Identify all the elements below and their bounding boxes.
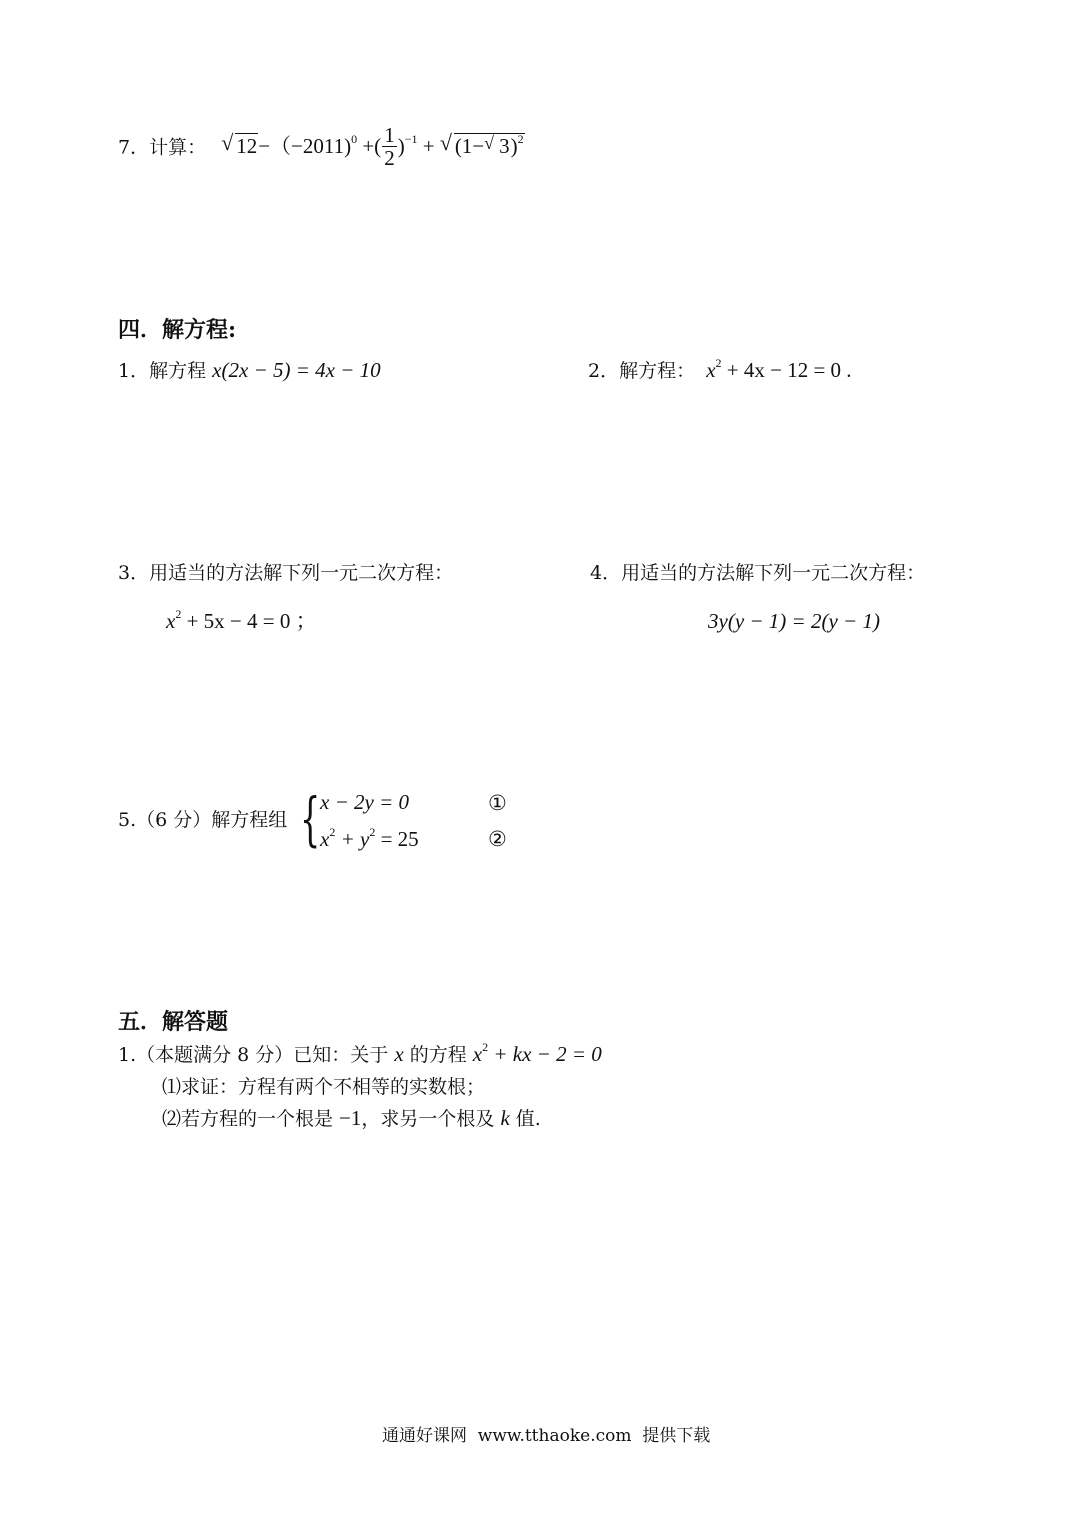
circled-number-2: ② [488,827,507,851]
problem-label: 2．解方程： [588,360,696,382]
problem-4-5-label: 5.（6 分）解方程组 [118,809,288,831]
problem-4-3-equation: $x^2 + 5x - 4 = 0$ ； [166,607,317,633]
q7-label: 7．计算： [118,136,207,159]
sqrt-sign: √ 12 [221,130,258,159]
footer-credit: 通通好课网 www.tthaoke.com 提供下载 [382,1426,711,1446]
problem-4-1 [118,358,381,383]
circled-number-1: ① [488,791,507,815]
equation: $x^2 + 4x - 12 = 0$ . [706,356,852,382]
problem-label: 1．解方程 [118,360,213,382]
system-equation-2: $x^2 + y^2 = 25$ [320,825,419,851]
system-equation-1: x − 2y = 0 [320,790,409,814]
sqrt-sign: √ 3 [484,133,510,159]
problem-5-1-part-1: ⑴求证：方程有两个不相等的实数根； [162,1076,486,1098]
question-7 [118,123,525,171]
problem-4-4-equation: 3y(y − 1) = 2(y − 1) [708,609,880,633]
problem-5-1: 1.（本题满分 8 分）已知：关于 x 的方程 $x^2$ + kx − 2 = 0 [118,1040,602,1066]
problem-4-3-label: 3．用适当的方法解下列一元二次方程： [118,562,454,584]
section-5-title: 五．解答题 [118,1009,229,1035]
sqrt-sign: √ (1− √ 3)$^2$ [439,130,524,159]
fraction: $\frac{1}{2}$ [384,123,395,170]
problem-4-2 [588,358,852,385]
section-4-title: 四．解方程: [118,317,237,343]
problem-5-1-part-2: ⑵若方程的一个根是 −1，求另一个根及 k 值. [162,1106,541,1130]
q7-expression: √ 12−（−2011)$^0$ +( $\frac{1}{2}$ )$^{-1}$ + √ (1− √ 3)$^2$ [221,123,524,170]
problem-4-4-label: 4．用适当的方法解下列一元二次方程： [590,562,926,584]
left-brace: { [300,785,321,853]
equation: x(2x − 5) = 4x − 10 [212,358,381,382]
